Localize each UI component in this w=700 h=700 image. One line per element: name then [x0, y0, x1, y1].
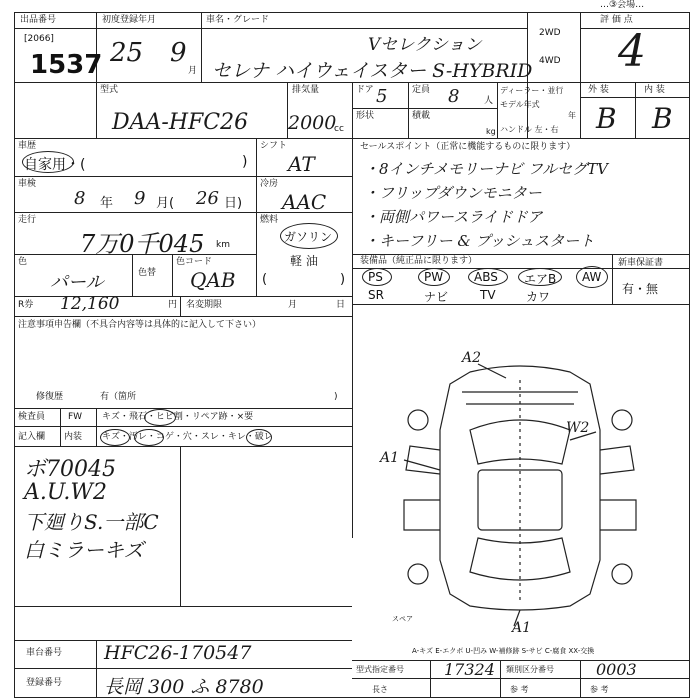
- sales-point-2: ・フリップダウンモニター: [364, 184, 542, 202]
- shape-label: 形状: [356, 111, 375, 121]
- model-year-label: モデル年式: [500, 100, 540, 109]
- history-value: 自家用・(: [24, 157, 86, 173]
- fuel-label: 燃料: [260, 215, 279, 225]
- fuel-paren-close: ): [340, 272, 346, 287]
- fuel-paren-open: (: [262, 272, 268, 287]
- equip-leather: カワ: [526, 290, 551, 304]
- shift-label: シフト: [260, 141, 288, 151]
- chassis-label: 車台番号: [26, 648, 63, 658]
- registration-year: 25: [110, 38, 144, 68]
- aircon-label: 冷房: [260, 179, 279, 189]
- handwritten-note-2: A.U.W2: [24, 480, 108, 505]
- color-change-label: 色替: [138, 268, 157, 278]
- fuel-diesel: 軽 油: [290, 254, 318, 268]
- equip-airbag: エアB: [524, 272, 557, 286]
- color-label: 色: [18, 257, 28, 267]
- reference-label-2: 参 考: [590, 685, 609, 694]
- inspection-year: 8: [74, 188, 86, 209]
- inspection-day-unit: 日): [224, 196, 243, 211]
- inspection-month-unit: 月(: [156, 196, 175, 211]
- notes-label: 注意事項申告欄（不具合内容等は具体的に記入して下さい）: [18, 320, 262, 330]
- inspection-month: 9: [134, 188, 146, 209]
- shift-value: AT: [288, 152, 315, 176]
- top-strip: …③会場…: [600, 0, 645, 10]
- registration-label: 登録番号: [26, 678, 63, 688]
- fw-label: FW: [68, 412, 83, 422]
- diagram-mark-a1-left: A1: [380, 450, 400, 466]
- model-year-unit: 年: [568, 111, 576, 120]
- type-spec-value: 17324: [444, 660, 495, 679]
- length-label: 長さ: [372, 685, 388, 694]
- model-type-label: 型式: [100, 85, 119, 95]
- repair-history-label: 修復歴: [36, 392, 64, 402]
- registration-month: 9: [170, 38, 187, 68]
- repair-history-value: 有（箇所: [100, 392, 137, 402]
- entry-label: 記入欄: [18, 432, 46, 442]
- name-change-month: 月: [288, 300, 298, 310]
- history-close: ): [242, 154, 248, 170]
- mileage-value: 7万0千045: [80, 230, 205, 258]
- doors-value: 5: [376, 86, 388, 107]
- spare-label: スペア: [392, 615, 413, 623]
- handwritten-note-4: 白ミラーキズ: [24, 538, 144, 562]
- model-type-value: DAA-HFC26: [112, 110, 249, 135]
- inspection-day: 26: [196, 188, 219, 209]
- color-code-label: 色コード: [176, 257, 213, 267]
- load-unit: kg: [486, 127, 496, 136]
- drive-4wd: 4WD: [539, 56, 561, 66]
- sales-points-label: セールスポイント（正常に機能するものに限ります）: [360, 142, 576, 152]
- equip-abs: ABS: [474, 270, 498, 284]
- exterior-grade: B: [596, 102, 617, 135]
- type-spec-label: 型式指定番号: [356, 665, 404, 674]
- fw-items: キズ・飛石・ヒビ割・リペア跡・×要: [102, 412, 254, 422]
- inspection-label: 車検: [18, 179, 37, 189]
- mileage-label: 走行: [18, 215, 37, 225]
- damage-legend: A-キズ E-エクボ U-凹み W-補修跡 S-サビ C-腐食 XX-交換: [412, 647, 595, 655]
- aircon-value: AAC: [282, 190, 327, 214]
- mileage-unit: km: [216, 240, 230, 250]
- equip-ps: PS: [368, 270, 383, 284]
- interior-items-label: 内装: [64, 432, 83, 442]
- doors-label: ドア: [356, 85, 374, 95]
- recycle-unit: 円: [168, 300, 178, 310]
- car-grade: Vセレクション: [368, 35, 482, 55]
- history-label: 車歴: [18, 141, 37, 151]
- diagram-mark-a2: A2: [462, 350, 482, 366]
- repair-history-close: ): [334, 392, 338, 402]
- color-code-value: QAB: [190, 268, 236, 292]
- name-change-label: 名変期限: [186, 300, 223, 310]
- registration-month-unit: 月: [188, 66, 198, 76]
- displacement-value: 2000: [288, 112, 337, 134]
- recycle-label: R券: [18, 300, 34, 310]
- handle-label: ハンドル 左・右: [500, 125, 559, 134]
- name-change-day: 日: [336, 300, 346, 310]
- interior-label: 内 装: [644, 85, 665, 95]
- equip-sr: SR: [368, 288, 384, 302]
- exterior-label: 外 装: [588, 85, 609, 95]
- car-name: セレナ ハイウェイスター S-HYBRID: [212, 60, 533, 82]
- drive-2wd: 2WD: [539, 28, 561, 38]
- class-label: 類別区分番号: [506, 665, 554, 674]
- diagram-mark-w2: W2: [566, 420, 590, 436]
- dealer-label: ディーラー・並行: [500, 86, 564, 95]
- chassis-value: HFC26-170547: [104, 642, 252, 664]
- interior-items: キズ・汚レ・コゲ・穴・スレ・キレ・破レ: [102, 432, 273, 442]
- capacity-value: 8: [448, 86, 460, 107]
- score-value: 4: [618, 26, 646, 77]
- equip-navi: ナビ: [424, 290, 449, 304]
- sales-point-3: ・両側パワースライドドア: [364, 208, 543, 226]
- car-name-label: 車名・グレード: [206, 15, 270, 25]
- diagram-mark-a1-bottom: A1: [512, 620, 532, 636]
- interior-grade: B: [652, 102, 673, 135]
- equip-pw: PW: [424, 270, 444, 284]
- handwritten-note-3: 下廻りS.一部C: [24, 510, 159, 534]
- first-registration-label: 初度登録年月: [102, 15, 157, 25]
- displacement-label: 排気量: [292, 85, 320, 95]
- warranty-value: 有・無: [622, 282, 659, 296]
- score-label: 評 価 点: [600, 15, 633, 25]
- color-value: パール: [50, 272, 104, 293]
- sales-point-1: ・8インチメモリーナビ フルセグTV: [364, 160, 608, 178]
- recycle-value: 12,160: [60, 294, 120, 314]
- handwritten-note-1: ボ70045: [24, 457, 116, 482]
- sales-point-4: ・キーフリー & プッシュスタート: [364, 232, 595, 250]
- reference-label: 参 考: [510, 685, 529, 694]
- fuel-gasoline: ガソリン: [284, 230, 333, 244]
- load-label: 積載: [412, 111, 431, 121]
- lot-code: [2066]: [24, 34, 54, 44]
- warranty-label: 新車保証書: [618, 258, 664, 268]
- inspector-label: 検査員: [18, 412, 46, 422]
- displacement-unit: cc: [334, 124, 344, 134]
- capacity-unit: 人: [484, 96, 494, 106]
- equipment-label: 装備品（純正品に限ります）: [360, 256, 478, 266]
- lot-number-label: 出品番号: [20, 15, 57, 25]
- lot-number: 1537: [30, 50, 103, 80]
- class-value: 0003: [596, 660, 637, 679]
- registration-value: 長岡 300 ふ 8780: [104, 676, 264, 698]
- capacity-label: 定員: [412, 85, 431, 95]
- equip-tv: TV: [480, 288, 496, 302]
- inspection-year-unit: 年: [100, 196, 114, 211]
- equip-aw: AW: [582, 270, 602, 284]
